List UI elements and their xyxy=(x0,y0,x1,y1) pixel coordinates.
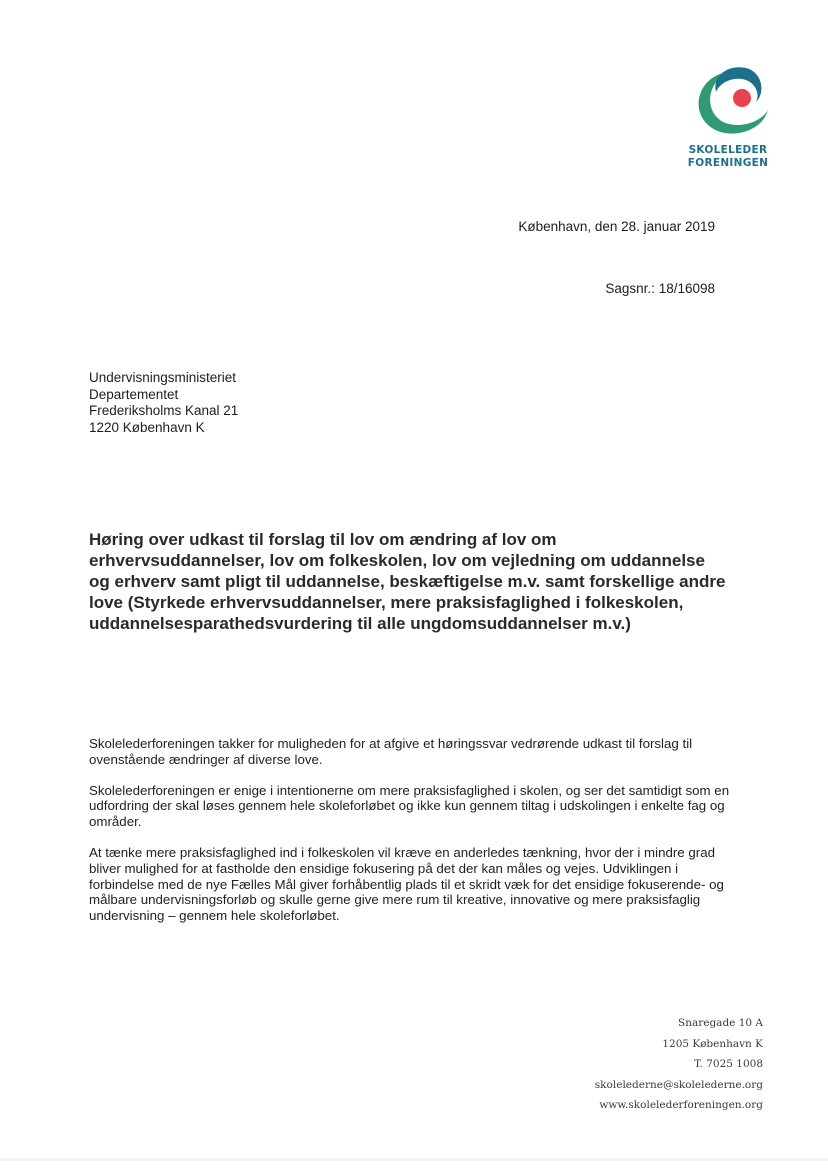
recipient-line: Departementet xyxy=(89,386,179,402)
footer-phone: T. 7025 1008 xyxy=(694,1058,763,1070)
recipient-address xyxy=(89,370,238,436)
place-and-date: København, den 28. januar 2019 xyxy=(518,219,715,234)
logo-text-line2: FORENINGEN xyxy=(687,157,769,169)
sender-contact-block xyxy=(595,1013,763,1116)
body-paragraph: At tænke mere praksisfaglighed ind i folkeskolen vil kræve en anderledes tænkning, hvor der i mindre grad bliver mulighed for at fastholde den ensidige fokusering på det der kan måles og vejes. Udviklingen i forbindelse med de nye Fælles Mål giver forhåbentlig plads til et skridt væk for det ensidige fokuserende- og målbare undervisningsforløb og skulle gerne give mere rum til kreative, innovative og mere praksisfaglig undervisning – gennem hele skoleforløbet. xyxy=(89,844,724,924)
footer-street: Snaregade 10 A xyxy=(678,1017,763,1029)
logo-text-line1: SKOLELEDER xyxy=(688,144,768,156)
recipient-line: Frederiksholms Kanal 21 xyxy=(89,403,239,418)
footer-website: www.skolelederforeningen.org xyxy=(599,1099,763,1111)
letter-body xyxy=(89,736,739,939)
page-bottom-edge xyxy=(0,1158,828,1161)
footer-city: 1205 København K xyxy=(662,1037,763,1050)
letter-subject-heading: Høring over udkast til forslag til lov om ændring af lov om erhvervsuddannelser, lov om folkeskolen, lov om vejledning om uddannelse og erhverv samt pligt til uddannelse, beskæftigelse m.v. samt forskellige andre love (Styrkede erhvervsuddannelser, mere praksisfaglighed i folkeskolen, uddannelsesparathedsvurdering til alle ungdomsuddannelser m.v.) xyxy=(89,530,726,633)
logo-mark xyxy=(684,62,772,144)
organization-logo xyxy=(684,62,772,172)
body-paragraph: Skolelederforeningen takker for muligheden for at afgive et høringssvar vedrørende udkast til forslag til ovenstående ændringer af diverse love. xyxy=(89,736,693,767)
body-paragraph: Skolelederforeningen er enige i intentionerne om mere praksisfaglighed i skolen, og ser det samtidigt som en udfordring der skal løses gennem hele skoleforløbet og ikke kun gennem tiltag i udskolingen i enkelte fag og områder. xyxy=(89,782,730,830)
recipient-line: Undervisningsministeriet xyxy=(89,370,237,385)
case-number: Sagsnr.: 18/16098 xyxy=(605,281,715,296)
footer-email: skolelederne@skolelederne.org xyxy=(594,1078,763,1091)
recipient-line: 1220 København K xyxy=(89,419,205,435)
logo-red-dot xyxy=(733,89,751,107)
